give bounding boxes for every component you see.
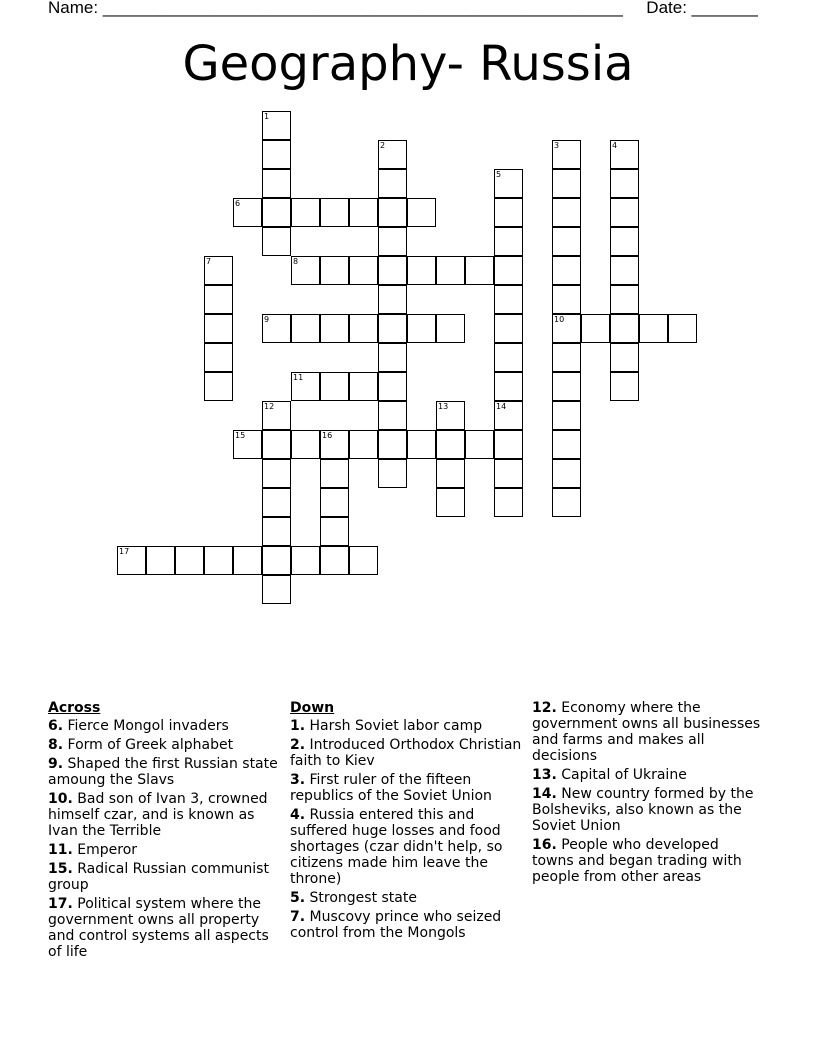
clue-text: Radical Russian communist group xyxy=(48,861,269,893)
grid-cell[interactable] xyxy=(291,256,320,285)
across-clue xyxy=(48,861,280,893)
grid-cell[interactable] xyxy=(291,430,320,459)
grid-cell[interactable] xyxy=(262,198,291,227)
clue-number: 8 xyxy=(293,257,299,266)
grid-cell[interactable] xyxy=(291,372,320,401)
grid-cell[interactable] xyxy=(291,546,320,575)
down-clues-column-1 xyxy=(290,700,522,944)
grid-cell[interactable] xyxy=(262,430,291,459)
grid-cell[interactable] xyxy=(262,488,291,517)
down-clue xyxy=(290,737,522,769)
clue-number: 6 xyxy=(235,199,241,208)
grid-cell[interactable] xyxy=(610,256,639,285)
grid-cell[interactable] xyxy=(436,256,465,285)
grid-cell[interactable] xyxy=(262,227,291,256)
grid-cell[interactable] xyxy=(552,256,581,285)
grid-cell[interactable] xyxy=(494,372,523,401)
clue-number: 4. xyxy=(290,807,306,823)
across-heading: Across xyxy=(48,700,101,716)
grid-cell[interactable] xyxy=(494,459,523,488)
clue-number: 13 xyxy=(438,402,449,411)
grid-cell[interactable] xyxy=(378,256,407,285)
grid-cell[interactable] xyxy=(378,198,407,227)
grid-cell[interactable] xyxy=(465,256,494,285)
clue-number: 10 xyxy=(554,315,565,324)
grid-cell[interactable] xyxy=(349,372,378,401)
clue-number: 5. xyxy=(290,890,306,906)
down-clues-column-2 xyxy=(532,700,764,888)
grid-cell[interactable] xyxy=(610,227,639,256)
grid-cell[interactable] xyxy=(349,256,378,285)
clue-text: Economy where the government owns all businesses and farms and makes all decisions xyxy=(532,700,761,764)
grid-cell[interactable] xyxy=(378,169,407,198)
clue-number: 15 xyxy=(235,431,246,440)
grid-cell[interactable] xyxy=(494,343,523,372)
grid-cell[interactable] xyxy=(262,401,291,430)
clue-number: 5 xyxy=(496,170,502,179)
clue-number: 17. xyxy=(48,896,73,912)
grid-cell[interactable] xyxy=(262,140,291,169)
clue-number: 11 xyxy=(293,373,304,382)
grid-cell[interactable] xyxy=(552,140,581,169)
grid-cell[interactable] xyxy=(378,430,407,459)
down-clue xyxy=(290,718,522,734)
across-clue xyxy=(48,737,280,753)
clue-number: 9. xyxy=(48,756,64,772)
clue-text: Harsh Soviet labor camp xyxy=(305,718,483,734)
grid-cell[interactable] xyxy=(610,198,639,227)
grid-cell[interactable] xyxy=(262,314,291,343)
clue-text: Russia entered this and suffered huge losses and food shortages (czar didn't help, so citizens made him leave the throne) xyxy=(290,807,503,887)
grid-cell[interactable] xyxy=(407,314,436,343)
grid-cell[interactable] xyxy=(407,430,436,459)
clue-number: 3. xyxy=(290,772,306,788)
grid-cell[interactable] xyxy=(320,488,349,517)
grid-cell[interactable] xyxy=(204,372,233,401)
clue-number: 8. xyxy=(48,737,64,753)
down-clue xyxy=(290,909,522,941)
grid-cell[interactable] xyxy=(378,372,407,401)
grid-cell[interactable] xyxy=(262,169,291,198)
clue-number: 6. xyxy=(48,718,64,734)
grid-cell[interactable] xyxy=(320,546,349,575)
grid-cell[interactable] xyxy=(552,169,581,198)
clue-number: 1 xyxy=(264,112,270,121)
grid-cell[interactable] xyxy=(552,488,581,517)
grid-cell[interactable] xyxy=(494,198,523,227)
clue-text: Shaped the first Russian state amoung the Slavs xyxy=(48,756,278,788)
grid-cell[interactable] xyxy=(175,546,204,575)
clue-number: 3 xyxy=(554,141,560,150)
grid-cell[interactable] xyxy=(494,401,523,430)
grid-cell[interactable] xyxy=(552,343,581,372)
down-clue xyxy=(532,700,764,764)
grid-cell[interactable] xyxy=(552,285,581,314)
grid-cell[interactable] xyxy=(610,140,639,169)
clue-number: 16 xyxy=(322,431,333,440)
grid-cell[interactable] xyxy=(494,314,523,343)
down-heading: Down xyxy=(290,700,335,716)
grid-cell[interactable] xyxy=(204,546,233,575)
grid-cell[interactable] xyxy=(204,256,233,285)
grid-cell[interactable] xyxy=(581,314,610,343)
grid-cell[interactable] xyxy=(378,343,407,372)
grid-cell[interactable] xyxy=(494,488,523,517)
clue-number: 10. xyxy=(48,791,73,807)
clue-text: Capital of Ukraine xyxy=(556,767,687,783)
grid-cell[interactable] xyxy=(552,372,581,401)
grid-cell[interactable] xyxy=(262,111,291,140)
clue-number: 14. xyxy=(532,786,557,802)
grid-cell[interactable] xyxy=(552,430,581,459)
clue-number: 2. xyxy=(290,737,306,753)
grid-cell[interactable] xyxy=(146,546,175,575)
grid-cell[interactable] xyxy=(262,546,291,575)
grid-cell[interactable] xyxy=(436,401,465,430)
grid-cell[interactable] xyxy=(639,314,668,343)
grid-cell[interactable] xyxy=(668,314,697,343)
clue-number: 4 xyxy=(612,141,618,150)
across-clue xyxy=(48,842,280,858)
clue-text: First ruler of the fifteen republics of the Soviet Union xyxy=(290,772,492,804)
grid-cell[interactable] xyxy=(378,314,407,343)
down-clue xyxy=(532,837,764,885)
clue-text: Emperor xyxy=(72,842,138,858)
grid-cell[interactable] xyxy=(262,517,291,546)
grid-cell[interactable] xyxy=(349,430,378,459)
grid-cell[interactable] xyxy=(320,314,349,343)
grid-cell[interactable] xyxy=(378,459,407,488)
down-clue xyxy=(290,772,522,804)
clue-number: 17 xyxy=(119,547,130,556)
clue-text: Form of Greek alphabet xyxy=(63,737,234,753)
grid-cell[interactable] xyxy=(349,546,378,575)
clue-number: 12 xyxy=(264,402,275,411)
grid-cell[interactable] xyxy=(291,198,320,227)
grid-cell[interactable] xyxy=(494,285,523,314)
across-clue xyxy=(48,791,280,839)
clue-number: 13. xyxy=(532,767,557,783)
grid-cell[interactable] xyxy=(552,198,581,227)
clue-number: 2 xyxy=(380,141,386,150)
down-clue xyxy=(532,786,764,834)
clue-number: 1. xyxy=(290,718,306,734)
clue-text: Political system where the government owns all property and control systems all aspects of life xyxy=(48,896,269,960)
grid-cell[interactable] xyxy=(494,227,523,256)
clue-text: Fierce Mongol invaders xyxy=(63,718,229,734)
grid-cell[interactable] xyxy=(320,517,349,546)
clue-text: New country formed by the Bolsheviks, also known as the Soviet Union xyxy=(532,786,754,834)
clue-number: 7 xyxy=(206,257,212,266)
grid-cell[interactable] xyxy=(436,430,465,459)
down-clue xyxy=(290,890,522,906)
grid-cell[interactable] xyxy=(552,314,581,343)
date-line[interactable]: _______ xyxy=(691,0,758,17)
across-clue xyxy=(48,756,280,788)
date-label: Date: xyxy=(646,0,687,17)
name-label: Name: xyxy=(48,0,99,17)
grid-cell[interactable] xyxy=(610,169,639,198)
clue-text: Muscovy prince who seized control from the Mongols xyxy=(290,909,502,941)
grid-cell[interactable] xyxy=(349,314,378,343)
grid-cell[interactable] xyxy=(436,314,465,343)
clue-text: Strongest state xyxy=(305,890,417,906)
grid-cell[interactable] xyxy=(436,459,465,488)
grid-cell[interactable] xyxy=(407,198,436,227)
grid-cell[interactable] xyxy=(552,401,581,430)
clue-text: Introduced Orthodox Christian faith to Kiev xyxy=(290,737,522,769)
grid-cell[interactable] xyxy=(262,459,291,488)
grid-cell[interactable] xyxy=(378,285,407,314)
grid-cell[interactable] xyxy=(117,546,146,575)
grid-cell[interactable] xyxy=(204,343,233,372)
grid-cell[interactable] xyxy=(233,198,262,227)
grid-cell[interactable] xyxy=(204,285,233,314)
grid-cell[interactable] xyxy=(291,314,320,343)
grid-cell[interactable] xyxy=(378,227,407,256)
grid-cell[interactable] xyxy=(465,430,494,459)
grid-cell[interactable] xyxy=(262,575,291,604)
grid-cell[interactable] xyxy=(378,401,407,430)
clue-number: 16. xyxy=(532,837,557,853)
clue-number: 14 xyxy=(496,402,507,411)
across-clue xyxy=(48,896,280,960)
clue-number: 12. xyxy=(532,700,557,716)
down-clue xyxy=(532,767,764,783)
grid-cell[interactable] xyxy=(610,343,639,372)
grid-cell[interactable] xyxy=(233,430,262,459)
name-line[interactable]: _______________________________________________________ xyxy=(102,0,623,17)
grid-cell[interactable] xyxy=(320,430,349,459)
grid-cell[interactable] xyxy=(552,459,581,488)
grid-cell[interactable] xyxy=(320,256,349,285)
down-clue xyxy=(290,807,522,887)
grid-cell[interactable] xyxy=(552,227,581,256)
grid-cell[interactable] xyxy=(349,198,378,227)
clue-number: 9 xyxy=(264,315,270,324)
page-title: Geography- Russia xyxy=(182,36,634,92)
across-clues xyxy=(48,700,280,963)
clue-number: 7. xyxy=(290,909,306,925)
grid-cell[interactable] xyxy=(407,256,436,285)
clue-number: 15. xyxy=(48,861,73,877)
grid-cell[interactable] xyxy=(436,488,465,517)
grid-cell[interactable] xyxy=(494,256,523,285)
grid-cell[interactable] xyxy=(494,430,523,459)
clue-text: People who developed towns and began trading with people from other areas xyxy=(532,837,742,885)
clue-number: 11. xyxy=(48,842,73,858)
grid-cell[interactable] xyxy=(494,169,523,198)
grid-cell[interactable] xyxy=(610,285,639,314)
grid-cell[interactable] xyxy=(204,314,233,343)
grid-cell[interactable] xyxy=(610,372,639,401)
grid-cell[interactable] xyxy=(610,314,639,343)
grid-cell[interactable] xyxy=(233,546,262,575)
grid-cell[interactable] xyxy=(320,198,349,227)
grid-cell[interactable] xyxy=(378,140,407,169)
grid-cell[interactable] xyxy=(320,372,349,401)
grid-cell[interactable] xyxy=(320,459,349,488)
across-clue xyxy=(48,718,280,734)
clue-text: Bad son of Ivan 3, crowned himself czar, and is known as Ivan the Terrible xyxy=(48,791,268,839)
